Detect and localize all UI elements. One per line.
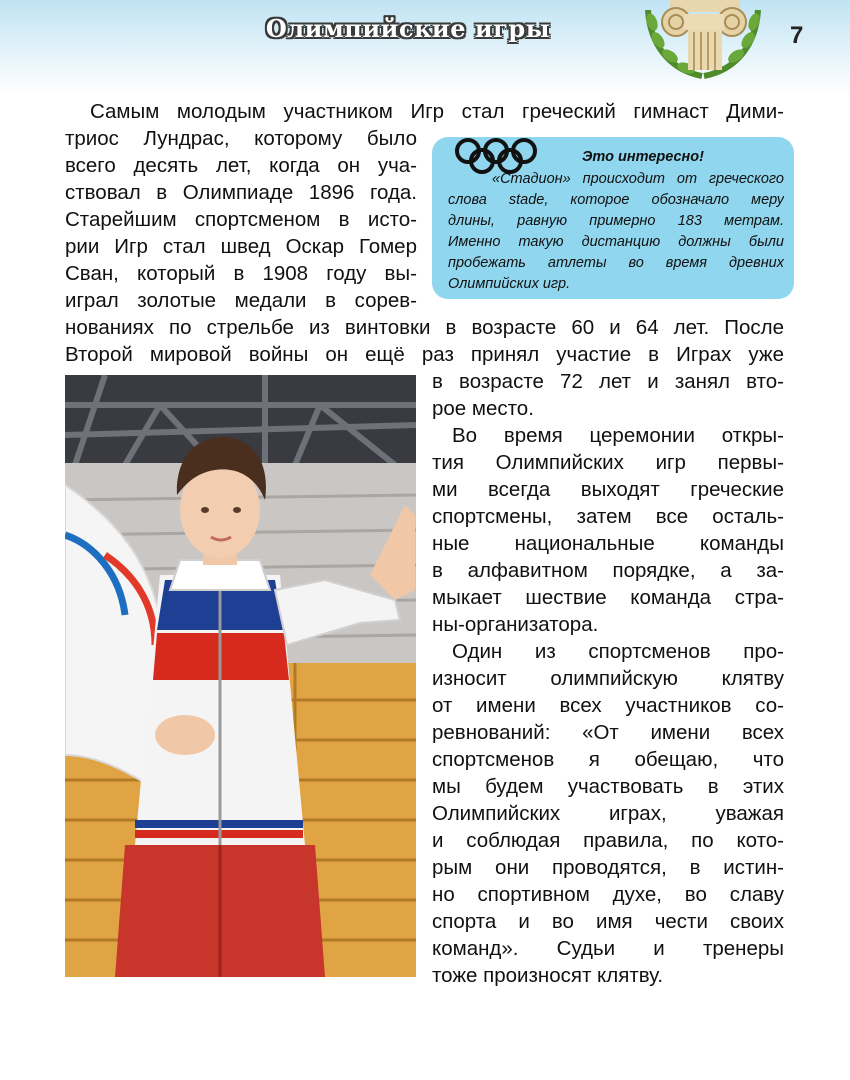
ionic-column-laurel-icon <box>640 0 766 80</box>
info-box <box>432 137 794 299</box>
page-number: 7 <box>790 22 804 49</box>
text-line: триос Лундрас, которому было <box>65 127 417 150</box>
text-line: спортсмены, затем все осталь- <box>432 505 784 528</box>
text-line: спортсменов я обещаю, что <box>432 748 784 771</box>
text-line: рии Игр стал швед Оскар Гомер <box>65 235 417 258</box>
text-line: всего десять лет, когда он уча- <box>65 154 417 177</box>
info-box-line: пробежать атлеты во время древних <box>448 255 784 271</box>
text-line: команд». Судьи и тренеры <box>432 937 784 960</box>
text-line: мыкает шествие команда стра- <box>432 586 784 609</box>
text-line: Сван, который в 1908 году вы- <box>65 262 417 285</box>
info-box-title: Это интересно! <box>582 149 704 165</box>
text-line: ны-организатора. <box>432 613 599 636</box>
text-line: играл золотые медали в сорев- <box>65 289 417 312</box>
text-line: мы будем участвовать в этих <box>432 775 784 798</box>
text-line: Второй мировой войны он ещё раз принял участие в Играх уже <box>65 343 784 366</box>
text-line: нованиях по стрельбе из винтовки в возрасте 60 и 64 лет. После <box>65 316 784 339</box>
text-line: тоже произносят клятву. <box>432 964 664 987</box>
text-line: от имени всех участников со- <box>432 694 784 717</box>
page-title: Олимпийские игры <box>265 14 551 43</box>
text-line: в возрасте 72 лет и занял вто- <box>432 370 784 393</box>
text-line: Один из спортсменов про- <box>452 640 784 663</box>
text-line: Во время церемонии откры- <box>452 424 784 447</box>
text-line: рым они проводятся, в истин- <box>432 856 784 879</box>
info-box-line: слова stade, которое обозначало меру <box>448 192 784 208</box>
text-line: Самым молодым участником Игр стал греческий гимнаст Дими- <box>90 100 784 123</box>
info-box-line: Именно такую дистанцию должны были <box>448 234 784 250</box>
athlete-illustration <box>65 375 416 977</box>
text-line: ревнований: «От имени всех <box>432 721 784 744</box>
text-line: ми всегда выходят греческие <box>432 478 784 501</box>
text-line: ные национальные команды <box>432 532 784 555</box>
text-line: ствовал в Олимпиаде 1896 года. <box>65 181 417 204</box>
info-box-line: «Стадион» происходит от греческого <box>492 171 784 187</box>
text-line: износит олимпийскую клятву <box>432 667 784 690</box>
info-box-line: Олимпийских игр. <box>448 276 571 292</box>
text-line: в алфавитном порядке, а за- <box>432 559 784 582</box>
text-line: спорта и во имя чести своих <box>432 910 784 933</box>
text-line: но спортивном духе, во славу <box>432 883 784 906</box>
text-line: Олимпийских играх, уважая <box>432 802 784 825</box>
text-line: тия Олимпийских игр первы- <box>432 451 784 474</box>
text-line: рое место. <box>432 397 534 420</box>
text-line: и соблюдая правила, по кото- <box>432 829 784 852</box>
text-line: Старейшим спортсменом в исто- <box>65 208 417 231</box>
info-box-line: длины, равную примерно 183 метрам. <box>448 213 784 229</box>
